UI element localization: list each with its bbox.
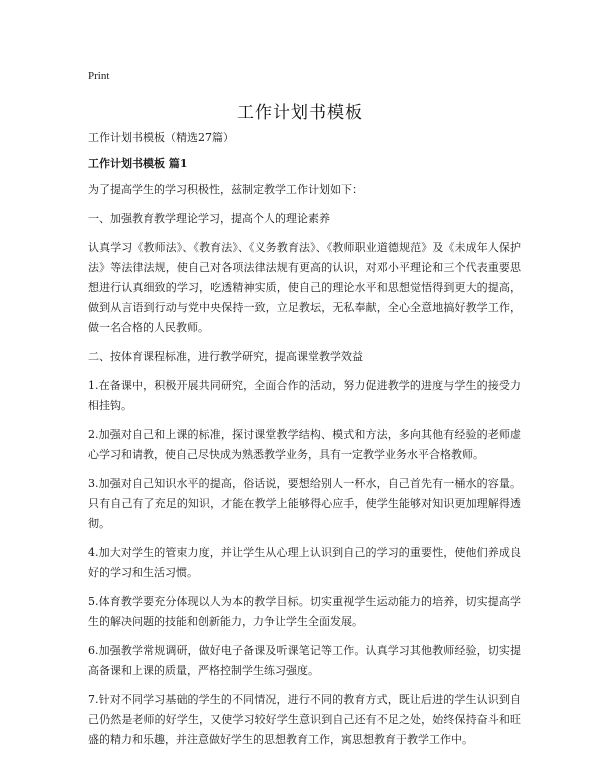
- paragraph-item-6: 6.加强教学常规调研，做好电子备课及听课笔记等工作。认真学习其他教师经验，切实提高备课和上课的质量，严格控制学生练习强度。: [88, 644, 521, 677]
- paragraph-item-3: 3.加强对自己知识水平的提高，俗话说，要想给别人一杯水，自己首先有一桶水的容量。只有自己有了充足的知识，才能在教学上能够得心应手，使学生能够对知识更加理解得透彻。: [88, 477, 521, 530]
- paragraph-heading-2: 二、按体育课程标准，进行教学研究，提高课堂教学效益: [88, 350, 363, 363]
- document-title: 工作计划书模板: [237, 103, 363, 123]
- section-heading: 工作计划书模板 篇1: [88, 157, 188, 170]
- paragraph-item-7: 7.针对不同学习基础的学生的不同情况，进行不同的教育方式，既让后进的学生认识到自己仍然是老师的好学生，又使学习较好学生意识到自己还有不足之处，始终保持奋斗和旺盛的精力和乐趣，并注意做好学生的思想教育工作，寓思想教育于教学工作中。: [88, 693, 521, 746]
- paragraph-item-4: 4.加大对学生的管束力度，并让学生从心理上认识到自己的学习的重要性，使他们养成良好的学习和生活习惯。: [88, 546, 521, 579]
- print-link[interactable]: Print: [88, 70, 110, 82]
- document-body: [88, 128, 521, 759]
- paragraph-item-2: 2.加强对自己和上课的标准，探讨课堂教学结构、模式和方法，多向其他有经验的老师虚心学习和请教，使自己尽快成为熟悉教学业务，具有一定教学业务水平合格教师。: [88, 428, 521, 461]
- paragraph-intro: 为了提高学生的学习积极性，兹制定教学工作计划如下：: [88, 183, 363, 196]
- document-subtitle: 工作计划书模板（精选27篇）: [88, 131, 234, 144]
- paragraph-heading-1: 一、加强教育教学理论学习，提高个人的理论素养: [88, 212, 330, 225]
- paragraph-item-5: 5.体育教学要充分体现以人为本的教学目标。切实重视学生运动能力的培养，切实提高学生的解决问题的技能和创新能力，力争让学生全面发展。: [88, 595, 521, 628]
- paragraph-item-1: 1.在备课中，积极开展共同研究，全面合作的活动，努力促进教学的进度与学生的接受力相挂钩。: [88, 379, 521, 412]
- paragraph-study: 认真学习《教师法》、《教育法》、《义务教育法》、《教师职业道德规范》及《未成年人保护法》等法律法规，使自己对各项法律法规有更高的认识，对邓小平理论和三个代表重要思想进行认真细致的学习，吃透精神实质，使自己的理论水平和思想觉悟得到更大的提高，做到从言语到行动与党中央保持一致，立足教坛，无私奉献，全心全意地搞好教学工作，做一名合格的人民教师。: [88, 241, 521, 334]
